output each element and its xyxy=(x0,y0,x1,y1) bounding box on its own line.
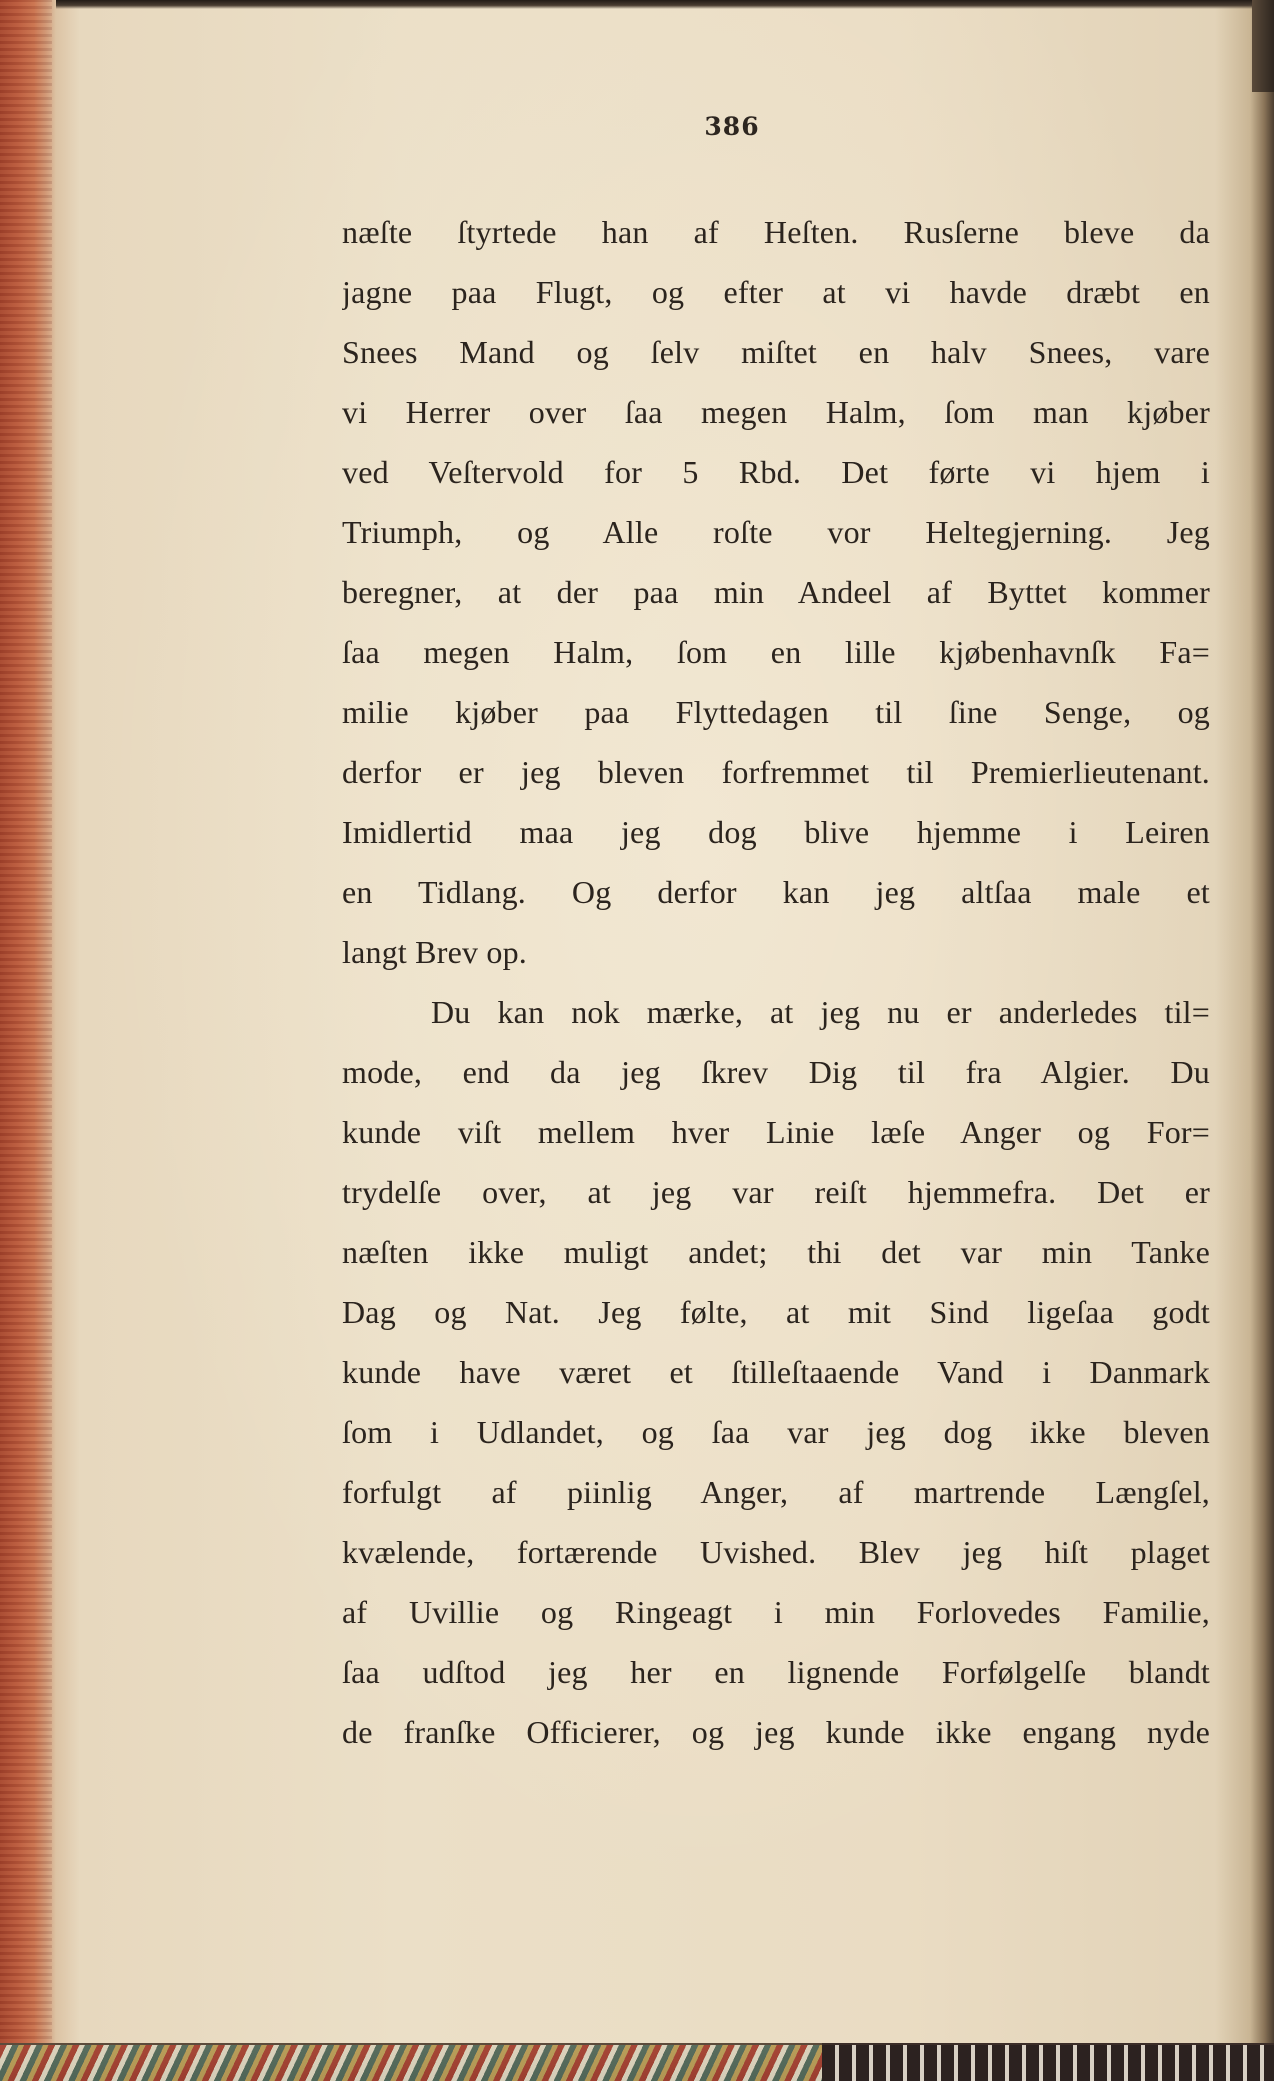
book-spine-edge xyxy=(0,0,52,2081)
text-line: Snees Mand og ſelv miſtet en halv Snees, vare xyxy=(342,334,1210,370)
text-line: Dag og Nat. Jeg følte, at mit Sind ligeſaa godt xyxy=(342,1294,1210,1330)
text-line: trydelſe over, at jeg var reiſt hjemmefra. Det er xyxy=(342,1174,1210,1210)
text-line: ſaa megen Halm, ſom en lille kjøbenhavnſk Fa= xyxy=(342,634,1210,670)
text-line: kunde have været et ſtilleſtaaende Vand i Danmark xyxy=(342,1354,1210,1390)
text-line: Du kan nok mærke, at jeg nu er anderledes til= xyxy=(431,994,1210,1030)
text-line: kvælende, fortærende Uvished. Blev jeg hiſt plaget xyxy=(342,1534,1210,1570)
text-line: af Uvillie og Ringeagt i min Forlovedes Familie, xyxy=(342,1594,1210,1630)
text-line: Imidlertid maa jeg dog blive hjemme i Leiren xyxy=(342,814,1210,850)
text-line: forfulgt af piinlig Anger, af martrende Længſel, xyxy=(342,1474,1210,1510)
text-line: beregner, at der paa min Andeel af Byttet kommer xyxy=(342,574,1210,610)
cover-corner xyxy=(1252,0,1274,92)
text-line: næſten ikke muligt andet; thi det var min Tanke xyxy=(342,1234,1210,1270)
text-line: derfor er jeg bleven forfremmet til Premierlieutenant. xyxy=(342,754,1210,790)
text-line: næſte ſtyrtede han af Heſten. Rusſerne bleve da xyxy=(342,214,1210,250)
text-line: vi Herrer over ſaa megen Halm, ſom man kjøber xyxy=(342,394,1210,430)
text-line: milie kjøber paa Flyttedagen til ſine Senge, og xyxy=(342,694,1210,730)
paragraph-continued xyxy=(342,202,1210,982)
text-line: kunde viſt mellem hver Linie læſe Anger og For= xyxy=(342,1114,1210,1150)
text-line: mode, end da jeg ſkrev Dig til fra Algier. Du xyxy=(342,1054,1210,1090)
text-line: ſaa udſtod jeg her en lignende Forfølgelſe blandt xyxy=(342,1654,1210,1690)
text-line: langt Brev op. xyxy=(342,934,527,970)
text-line: jagne paa Flugt, og efter at vi havde dræbt en xyxy=(342,274,1210,310)
text-line: en Tidlang. Og derfor kan jeg altſaa male et xyxy=(342,874,1210,910)
text-line: Triumph, og Alle roſte vor Heltegjerning. Jeg xyxy=(342,514,1210,550)
marbled-endpaper xyxy=(0,2043,822,2081)
body-text xyxy=(342,202,1210,1762)
book-edge-strip xyxy=(822,2043,1274,2081)
text-line: de franſke Officierer, og jeg kunde ikke engang nyde xyxy=(342,1714,1210,1750)
text-line: ſom i Udlandet, og ſaa var jeg dog ikke bleven xyxy=(342,1414,1210,1450)
text-line: ved Veſtervold for 5 Rbd. Det førte vi hjem i xyxy=(342,454,1210,490)
top-page-edge xyxy=(56,0,1274,9)
page-number: 386 xyxy=(704,112,760,141)
paragraph xyxy=(342,982,1210,1762)
